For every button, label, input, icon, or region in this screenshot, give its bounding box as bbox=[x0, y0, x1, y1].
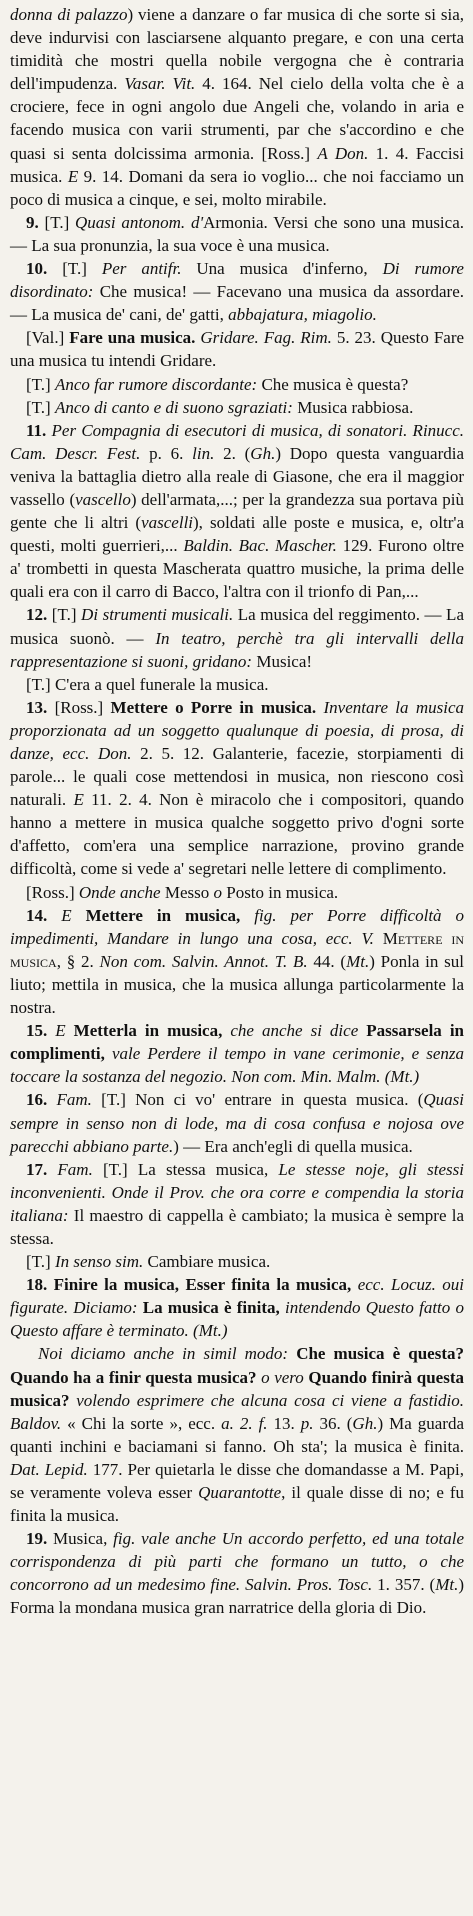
text-run: Che musica! — Facevano una musica da assordare. — La musica de' cani, de' gatti, bbox=[10, 282, 464, 325]
text-run: Baldin. Bac. Mascher. bbox=[183, 536, 337, 556]
sense-number: 10. bbox=[26, 259, 48, 279]
text-run: Per antifr. bbox=[101, 259, 182, 279]
entry-paragraph bbox=[10, 881, 464, 904]
text-run: Mettere in musica, bbox=[85, 905, 241, 925]
text-run: Passarsela in complimenti, bbox=[10, 1021, 465, 1064]
sense-number: 17. bbox=[26, 1159, 48, 1179]
entry-paragraph bbox=[10, 3, 464, 211]
text-run: ) — Era anch'egli di quella musica. bbox=[173, 1136, 413, 1156]
text-run: Posto in musica. bbox=[221, 882, 339, 902]
text-run: 1. 4. Faccisi musica. bbox=[10, 143, 464, 186]
text-run: E bbox=[61, 905, 72, 925]
text-run: In senso sim. bbox=[54, 1252, 144, 1272]
text-run: E bbox=[67, 166, 79, 186]
text-run: Gridare. Fag. Rim. bbox=[200, 328, 332, 348]
text-run: Gh. bbox=[250, 443, 276, 463]
text-run: [Ross.] bbox=[47, 697, 111, 717]
text-run: fig. per Porre difficoltà o impedimenti, Mandare in lungo una cosa, ecc. V. bbox=[10, 905, 465, 948]
text-run: Fam. bbox=[57, 1159, 93, 1179]
text-run: « Chi la sorte », ecc. bbox=[61, 1413, 222, 1433]
sense-number: 15. bbox=[26, 1021, 48, 1041]
entry-paragraph bbox=[10, 1342, 464, 1527]
text-run: 129. Furono oltre a' trombetti in questa Mascherata quattro musiche, la prima delle quali era con il carro di Bacco, l'altra con il trionfo di Pan,... bbox=[10, 536, 465, 602]
text-run: La musica è finita, bbox=[142, 1298, 280, 1318]
text-run: 44. ( bbox=[307, 951, 347, 971]
text-run: Di strumenti musicali. bbox=[81, 605, 234, 625]
text-run: 11. 2. 4. Non è miracolo che i compositori, quando hanno a mettere in musica qualche soggetto privo d'ogni sorte d'affetto, com'era una semplice narrazione, provino grande difficoltà, come si vede a' segretari nelle lettere di complimento. bbox=[10, 790, 465, 879]
text-run: o vero bbox=[261, 1367, 304, 1387]
text-run: La musica del reggimento. — La musica suonò. — bbox=[10, 605, 464, 648]
entry-paragraph bbox=[10, 1273, 464, 1342]
text-run: 4. 164. Nel cielo della volta che è a crociere, fece in ogni angolo due Angeli che, volando in aria e facendo musica con varii strumenti, par che s'accordino e che quasi si senta dolcissima armonia. [Ross.] bbox=[10, 74, 465, 163]
text-run: 13. bbox=[267, 1413, 301, 1433]
entry-paragraph bbox=[10, 904, 464, 1019]
text-run: [T.] C'era a quel funerale la musica. bbox=[26, 674, 269, 694]
text-run bbox=[47, 906, 61, 925]
entry-paragraph bbox=[10, 396, 464, 419]
text-run: [T.] bbox=[26, 374, 55, 394]
text-run: 36. ( bbox=[313, 1413, 353, 1433]
text-run: E bbox=[73, 790, 84, 810]
text-run: Il maestro di cappella è cambiato; la musica è sempre la stessa. bbox=[10, 1205, 464, 1248]
sense-number: 16. bbox=[26, 1090, 48, 1110]
text-run: intendendo Questo fatto o Questo affare è terminato. (Mt.) bbox=[10, 1298, 464, 1341]
text-run: donna di palazzo bbox=[10, 5, 128, 24]
text-run: 5. 23. Questo Fare una musica tu intendi Gridare. bbox=[10, 328, 465, 371]
text-run: Finire la musica, Esser finita la musica, bbox=[53, 1275, 352, 1295]
text-run: 2. ( bbox=[214, 443, 251, 463]
text-run: Che musica è questa? bbox=[257, 374, 409, 394]
entry-paragraph bbox=[10, 603, 464, 672]
text-run: [T.] bbox=[47, 259, 102, 279]
text-run: d' bbox=[190, 212, 204, 232]
text-run: ) Ponla in sul liuto; mettila in musica, che la musica allunga particolarmente la nostra. bbox=[10, 951, 464, 1018]
text-run bbox=[47, 1160, 57, 1179]
text-run: Che musica è questa? Quando ha a finir questa musica? bbox=[10, 1344, 465, 1387]
sense-number: 19. bbox=[26, 1529, 48, 1549]
text-run: Mettere o Porre in musica. bbox=[110, 697, 317, 717]
text-run: [T.] bbox=[38, 212, 76, 232]
text-run: Per Compagnia di esecutori di musica, di sonatori. Rinucc. Cam. Descr. Fest. bbox=[10, 420, 465, 463]
text-run: Mt. bbox=[435, 1575, 459, 1595]
text-run: lin. bbox=[192, 443, 215, 463]
text-run: Musica! bbox=[252, 651, 313, 671]
text-run: ) viene a danzare o far musica di che sorte si sia, deve indurvisi con lasciarsene alquanto pregare, e con una certa timidità che mostri quella nobile vergogna che è contraria dell'impudenza. bbox=[10, 5, 464, 94]
text-run: Di rumore disordinato: bbox=[10, 259, 464, 302]
text-run: ) Forma la mondana musica gran narratrice della gloria di Dio. bbox=[10, 1575, 464, 1618]
text-run: p. 6. bbox=[140, 443, 193, 463]
text-run: 2. 5. 12. Galanterie, facezie, storpiamenti di parole... le quali cose mettendosi in musica, non riescono così naturali. bbox=[10, 744, 465, 810]
text-run bbox=[240, 906, 254, 925]
text-run: Anco di canto e di suono sgraziati: bbox=[54, 397, 293, 417]
text-run bbox=[374, 929, 383, 948]
text-run: Fare una musica. bbox=[69, 328, 196, 348]
text-run: ), soldati alle poste e musica, e, oltr'a questi, molti guerrieri,... bbox=[10, 513, 464, 556]
text-run: [Val.] bbox=[26, 328, 70, 348]
text-run: 9. 14. Domani da sera io voglio... che noi facciamo un poco di musica a cinque, e sei, molto mirabile. bbox=[10, 166, 464, 209]
entry-paragraph bbox=[10, 211, 464, 257]
text-run: Mt. bbox=[346, 951, 370, 971]
entry-paragraph bbox=[10, 419, 464, 604]
sense-number: 9. bbox=[26, 212, 39, 232]
text-run bbox=[105, 1044, 112, 1063]
sense-number: 14. bbox=[26, 905, 48, 925]
text-run: Anco far rumore discordante: bbox=[54, 374, 258, 394]
text-run bbox=[66, 1021, 74, 1040]
text-run: Musica, bbox=[47, 1529, 114, 1549]
text-run: Dat. Lepid. bbox=[10, 1459, 88, 1479]
text-run: fig. vale anche Un accordo perfetto, ed una totale corrispondenza di più parti che formano un tutto, o che concorrono ad un medesimo fine. Salvin. Pros. Tosc. bbox=[10, 1529, 464, 1595]
entry-paragraph bbox=[10, 696, 464, 881]
text-run: Non com. Salvin. Annot. T. B. bbox=[99, 951, 308, 971]
text-run: vascelli bbox=[141, 513, 194, 533]
text-run: E bbox=[55, 1021, 66, 1041]
entry-paragraph bbox=[10, 1158, 464, 1250]
entry-paragraph bbox=[10, 1019, 464, 1088]
text-run: che anche si dice bbox=[230, 1021, 359, 1041]
text-run: Una musica d'inferno, bbox=[181, 259, 383, 279]
text-run: Quasi antonom. bbox=[75, 212, 186, 232]
text-run: In teatro, perchè tra gli intervalli della rappresentazione si suoni, gridano: bbox=[10, 628, 464, 671]
text-run: Quarantotte bbox=[198, 1483, 282, 1502]
sense-number: 18. bbox=[26, 1275, 48, 1295]
text-run: 1. 357. ( bbox=[372, 1575, 436, 1595]
text-run: [T.] bbox=[47, 605, 82, 625]
text-run: Fam. bbox=[56, 1090, 92, 1110]
entry-paragraph bbox=[10, 1250, 464, 1273]
sense-number: 11. bbox=[26, 420, 47, 440]
text-run: p. bbox=[300, 1413, 314, 1433]
text-run: Quasi sempre in senso non di lode, ma di cosa confusa e nojosa ove parecchi abbiano parte. bbox=[10, 1090, 464, 1156]
text-run: Musica rabbiosa. bbox=[292, 397, 414, 417]
entry-paragraph bbox=[10, 673, 464, 696]
text-run: a. 2. f. bbox=[221, 1413, 268, 1433]
text-run: o bbox=[213, 882, 222, 902]
text-run: [T.] bbox=[26, 1252, 55, 1272]
text-run: Le stesse noje, gli stessi inconvenienti. Onde il Prov. che ora corre e compendia la storia italiana: bbox=[10, 1159, 465, 1225]
text-run: Cambiare musica. bbox=[143, 1252, 271, 1272]
entry-paragraph bbox=[10, 1527, 464, 1619]
text-run: Armonia. Versi che sono una musica. — La sua pronunzia, la sua voce è una musica. bbox=[10, 212, 464, 255]
text-run: ) Ma guarda quanti inchini e baciamani si fanno. Oh sta'; la musica è finita. bbox=[10, 1413, 465, 1456]
text-run bbox=[47, 1090, 56, 1109]
text-run: [Ross.] bbox=[26, 882, 79, 902]
text-run: Quando finirà questa musica? bbox=[10, 1367, 464, 1410]
text-run: vascello bbox=[75, 489, 131, 509]
text-run: 177. Per quietarla le disse che domandasse a M. Papi, se veramente voleva esser bbox=[10, 1459, 464, 1502]
text-run: Messo bbox=[160, 882, 214, 902]
text-run: vale Perdere il tempo in vane cerimonie, e senza toccare la sostanza del negozio. Non com. Min. Malm. (Mt.) bbox=[10, 1044, 464, 1087]
text-run: Vasar. Vit. bbox=[124, 74, 196, 94]
text-run: A Don. bbox=[317, 143, 369, 163]
text-run: [T.] La stessa musica, bbox=[92, 1159, 279, 1179]
text-run: Gh. bbox=[352, 1413, 378, 1433]
text-run: ecc. Locuz. oui figurate. Diciamo: bbox=[10, 1275, 465, 1318]
text-run: volendo esprimere che alcuna cosa ci viene a fastidio. Baldov. bbox=[10, 1390, 465, 1433]
text-run: Mettere in musica bbox=[10, 928, 465, 971]
text-run: ) dell'armata,...; per la grandezza sua portava più gente che li altri ( bbox=[10, 489, 465, 533]
text-run bbox=[72, 906, 86, 925]
text-run: , il quale disse di no; e fu finita la musica. bbox=[10, 1483, 464, 1526]
text-run: abbajatura, miagolio. bbox=[228, 305, 377, 325]
text-run: , § 2. bbox=[56, 951, 100, 971]
entry-paragraph bbox=[10, 326, 464, 372]
entry-paragraph bbox=[10, 257, 464, 326]
text-run: Inventare la musica proporzionata ad un soggetto qualunque di poesia, di prosa, di danze, ecc. Don. bbox=[10, 697, 464, 763]
text-run: Onde anche bbox=[78, 882, 161, 902]
text-run: ) Dopo questa vanguardia veniva la battaglia dietro alla reale di Giasone, che era il maggior vassello ( bbox=[10, 443, 464, 509]
entry-paragraph bbox=[10, 1088, 464, 1157]
entry-paragraph bbox=[10, 373, 464, 396]
sense-number: 13. bbox=[26, 697, 48, 717]
text-run: Metterla in musica, bbox=[73, 1021, 223, 1041]
text-run: [T.] bbox=[26, 397, 55, 417]
text-run: [T.] Non ci vo' entrare in questa musica. ( bbox=[91, 1090, 424, 1110]
text-run: Noi diciamo anche in simil modo: bbox=[38, 1344, 289, 1364]
sense-number: 12. bbox=[26, 605, 48, 625]
text-run bbox=[288, 1344, 296, 1363]
